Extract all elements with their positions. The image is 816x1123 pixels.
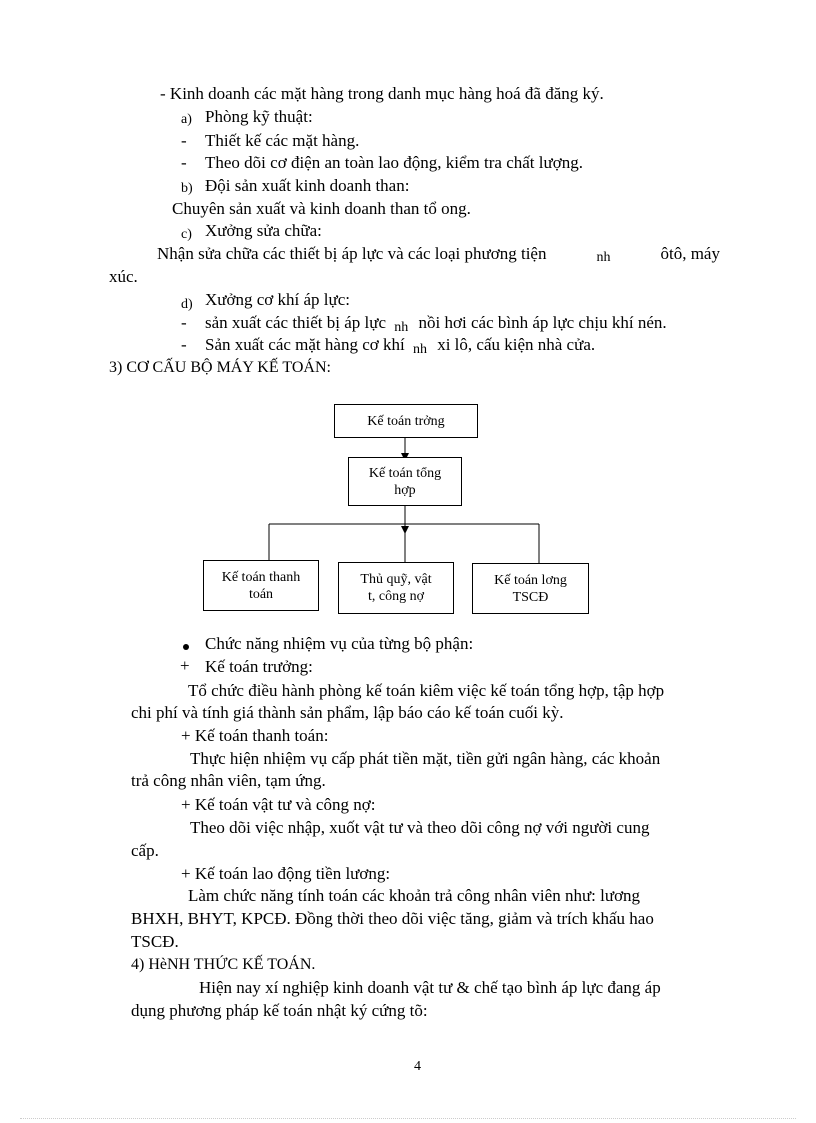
heading-ke-toan-truong: Kế toán trưởng: <box>205 657 313 676</box>
text-run: ôtô, máy <box>660 244 720 263</box>
org-box-ke-toan-luong <box>472 563 589 614</box>
text-run: Tổ chức điều hành phòng kế toán kiêm việc kế toán tổng hợp, tập hợp <box>188 681 665 700</box>
heading-ke-toan-vat-tu: + Kế toán vật tư và công nợ: <box>181 795 376 814</box>
org-box-label: toán <box>248 586 274 602</box>
org-box-label: Kế toán lơng <box>494 572 567 588</box>
line-xuc: xúc. <box>109 267 138 286</box>
paragraph-line: cấp. <box>131 841 159 860</box>
plus-sign: + <box>180 656 190 675</box>
org-box-label: t, công nợ <box>367 589 424 604</box>
org-box-ke-toan-truong <box>334 404 478 438</box>
bullet-dot-icon <box>183 636 189 656</box>
org-box-label: TSCĐ <box>512 589 549 605</box>
text-run: Nhận sửa chữa các thiết bị áp lực và các loại phương tiện <box>157 244 547 263</box>
heading-phong-ky-thuat: Phòng kỹ thuật: <box>205 107 313 126</box>
page-bottom-divider <box>20 1118 796 1119</box>
org-box-label: Kế toán trởng <box>367 413 445 429</box>
paragraph-line: chi phí và tính giá thành sản phẩm, lập báo cáo kế toán cuối kỳ. <box>131 703 564 722</box>
paragraph-line: Hiện nay xí nghiệp kinh doanh vật tư & chế tạo bình áp lực đang áp <box>199 978 661 997</box>
org-box-ke-toan-thanh-toan <box>203 560 319 611</box>
text-run: sản xuất các thiết bị áp lực <box>205 313 387 332</box>
page-number: 4 <box>414 1059 421 1074</box>
item-letter-b: b) <box>181 181 193 196</box>
org-box-thu-quy <box>338 562 454 614</box>
org-box-label: Kế toán thanh <box>221 569 301 585</box>
line-kinh-doanh: - Kinh doanh các mặt hàng trong danh mục hàng hoá đã đăng ký. <box>160 84 604 103</box>
text-run: xi lô, cấu kiện nhà cửa. <box>437 335 596 354</box>
text-run: Sản xuất các mặt hàng cơ khí <box>205 335 405 354</box>
item-letter-a: a) <box>181 112 192 127</box>
paragraph-line: TSCĐ. <box>131 932 179 951</box>
paragraph-line: dụng phương pháp kế toán nhật ký cứng tõ: <box>131 1001 428 1020</box>
heading-ke-toan-lao-dong: + Kế toán lao động tiền lương: <box>181 864 391 883</box>
org-box-label: Kế toán tổng <box>368 465 442 481</box>
paragraph-line: Thực hiện nhiệm vụ cấp phát tiền mặt, tiền gửi ngân hàng, các khoản <box>190 749 661 768</box>
line-chuyen-san-xuat: Chuyên sản xuất và kinh doanh than tổ ong. <box>172 199 471 218</box>
paragraph-line: BHXH, BHYT, KPCĐ. Đồng thời theo dõi việc tăng, giảm và trích khấu hao <box>131 909 654 928</box>
duties-intro: Chức năng nhiệm vụ của từng bộ phận: <box>205 634 474 653</box>
text-nh: nh <box>394 320 409 335</box>
dash: - <box>181 335 187 354</box>
line-theo-doi-co-dien: Theo dõi cơ điện an toàn lao động, kiểm tra chất lượng. <box>205 153 583 172</box>
heading-xuong-co-khi: Xưởng cơ khí áp lực: <box>205 290 350 309</box>
org-box-label: hợp <box>394 482 416 498</box>
heading-ke-toan-thanh-toan: + Kế toán thanh toán: <box>181 726 329 745</box>
text-nh: nh <box>412 342 427 357</box>
item-letter-c: c) <box>181 227 192 242</box>
paragraph-line: trả công nhân viên, tạm ứng. <box>131 771 326 790</box>
paragraph-line: Làm chức năng tính toán các khoản trả công nhân viên như: lương <box>188 886 641 905</box>
text-run: nồi hơi các bình áp lực chịu khí nén. <box>418 313 667 332</box>
dash: - <box>181 313 187 332</box>
paragraph-line: Theo dõi việc nhập, xuốt vật tư và theo dõi công nợ với người cung <box>190 818 650 837</box>
heading-doi-san-xuat: Đội sản xuất kinh doanh than: <box>205 176 410 195</box>
dash: - <box>181 153 187 172</box>
dash: - <box>181 131 187 150</box>
org-box-ke-toan-tong-hop <box>348 457 462 506</box>
text-nh: nh <box>596 250 611 265</box>
line-thiet-ke: Thiết kế các mặt hàng. <box>205 131 360 150</box>
paragraph-line <box>188 681 721 701</box>
section-4-title: 4) HèNH THỨC KẾ TOÁN. <box>131 956 316 973</box>
section-3-title: 3) CƠ CẤU BỘ MÁY KẾ TOÁN: <box>109 359 331 376</box>
heading-xuong-sua-chua: Xưởng sửa chữa: <box>205 221 322 240</box>
org-box-label: Thủ quỹ, vật <box>360 572 432 587</box>
item-letter-d: d) <box>181 297 193 312</box>
